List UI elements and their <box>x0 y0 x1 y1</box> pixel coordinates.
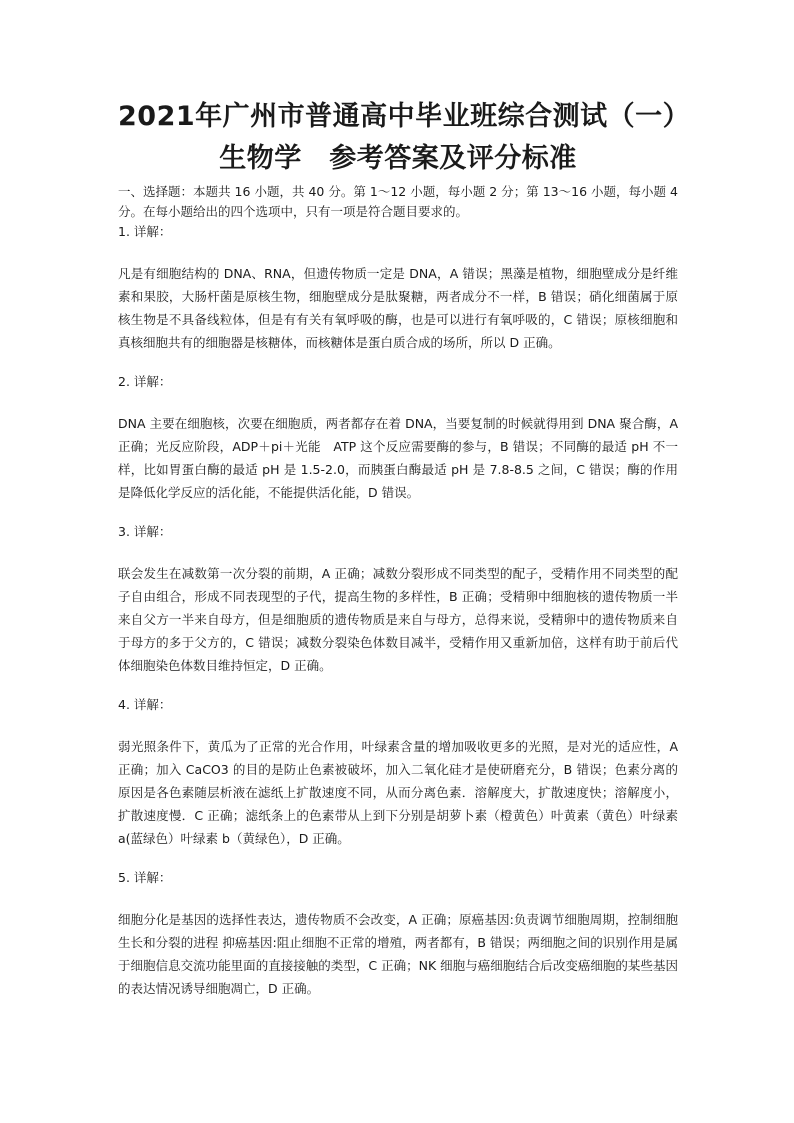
question-explanation: 联会发生在减数第一次分裂的前期，A 正确；减数分裂形成不同类型的配子，受精作用不同类型的配子自由组合，形成不同表现型的子代，提高生物的多样性，B 正确；受精卵中细胞核的遗传物质一半来自父方一半来自母方，但是细胞质的遗传物质是来自与母方，总得来说，受精卵中的遗传物质来自于母方的多于父方的，C 错误；减数分裂染色体数目减半，受精作用又重新加倍，这样有助于前后代体细胞染色体数目维持恒定，D 正确。 <box>118 566 678 673</box>
question-1 <box>118 222 678 354</box>
document-page <box>118 96 691 1000</box>
question-4 <box>118 695 678 850</box>
question-heading: 1. 详解： <box>118 224 172 239</box>
document-subtitle: 生物学 参考答案及评分标准 <box>219 143 577 174</box>
question-explanation: DNA 主要在细胞核，次要在细胞质，两者都存在着 DNA，当要复制的时候就得用到 DNA 聚合酶，A 正确；光反应阶段，ADP＋pi＋光能 ATP 这个反应需要酶的参与，B 错误；不同酶的最适 pH 不一样，比如胃蛋白酶的最适 pH 是 1.5-2.0，而胰蛋白酶最适 pH 是 7.8-8.5 之间，C 错误；酶的作用是降低化学反应的活化能，不能提供活化能，D 错误。 <box>118 416 678 500</box>
question-3 <box>118 522 678 677</box>
question-explanation: 凡是有细胞结构的 DNA、RNA，但遗传物质一定是 DNA，A 错误；黑藻是植物，细胞壁成分是纤维素和果胶，大肠杆菌是原核生物，细胞壁成分是肽聚糖，两者成分不一样，B 错误；硝化细菌属于原核生物是不具备线粒体，但是有有关有氧呼吸的酶，也是可以进行有氧呼吸的，C 错误；原核细胞和真核细胞共有的细胞器是核糖体，而核糖体是蛋白质合成的场所，所以 D 正确。 <box>118 266 678 350</box>
section-intro: 一、选择题：本题共 16 小题，共 40 分。第 1～12 小题，每小题 2 分；第 13～16 小题，每小题 4 分。在每小题给出的四个选项中，只有一项是符合题目要求的。 <box>118 184 678 219</box>
question-heading: 5. 详解： <box>118 870 172 885</box>
question-explanation: 细胞分化是基因的选择性表达，遗传物质不会改变，A 正确；原癌基因:负责调节细胞周期，控制细胞生长和分裂的进程 抑癌基因:阻止细胞不正常的增殖，两者都有，B 错误；两细胞之间的识别作用是属于细胞信息交流功能里面的直接接触的类型，C 正确；NK 细胞与癌细胞结合后改变癌细胞的某些基因的表达情况诱导细胞凋亡，D 正确。 <box>118 912 678 996</box>
question-5 <box>118 868 678 1000</box>
question-heading: 3. 详解： <box>118 524 172 539</box>
question-heading: 2. 详解： <box>118 374 172 389</box>
question-2 <box>118 372 678 504</box>
question-explanation: 弱光照条件下，黄瓜为了正常的光合作用，叶绿素含量的增加吸收更多的光照，是对光的适应性，A 正确；加入 CaCO3 的目的是防止色素被破坏，加入二氧化硅才是使研磨充分，B 错误；色素分离的原因是各色素随层析液在滤纸上扩散速度不同，从而分离色素．溶解度大，扩散速度快；溶解度小，扩散速度慢．C 正确；滤纸条上的色素带从上到下分别是胡萝卜素（橙黄色）叶黄素（黄色）叶绿素 a(蓝绿色）叶绿素 b（黄绿色），D 正确。 <box>118 739 678 846</box>
document-title: 2021年广州市普通高中毕业班综合测试（一） <box>118 101 691 132</box>
question-heading: 4. 详解： <box>118 697 172 712</box>
